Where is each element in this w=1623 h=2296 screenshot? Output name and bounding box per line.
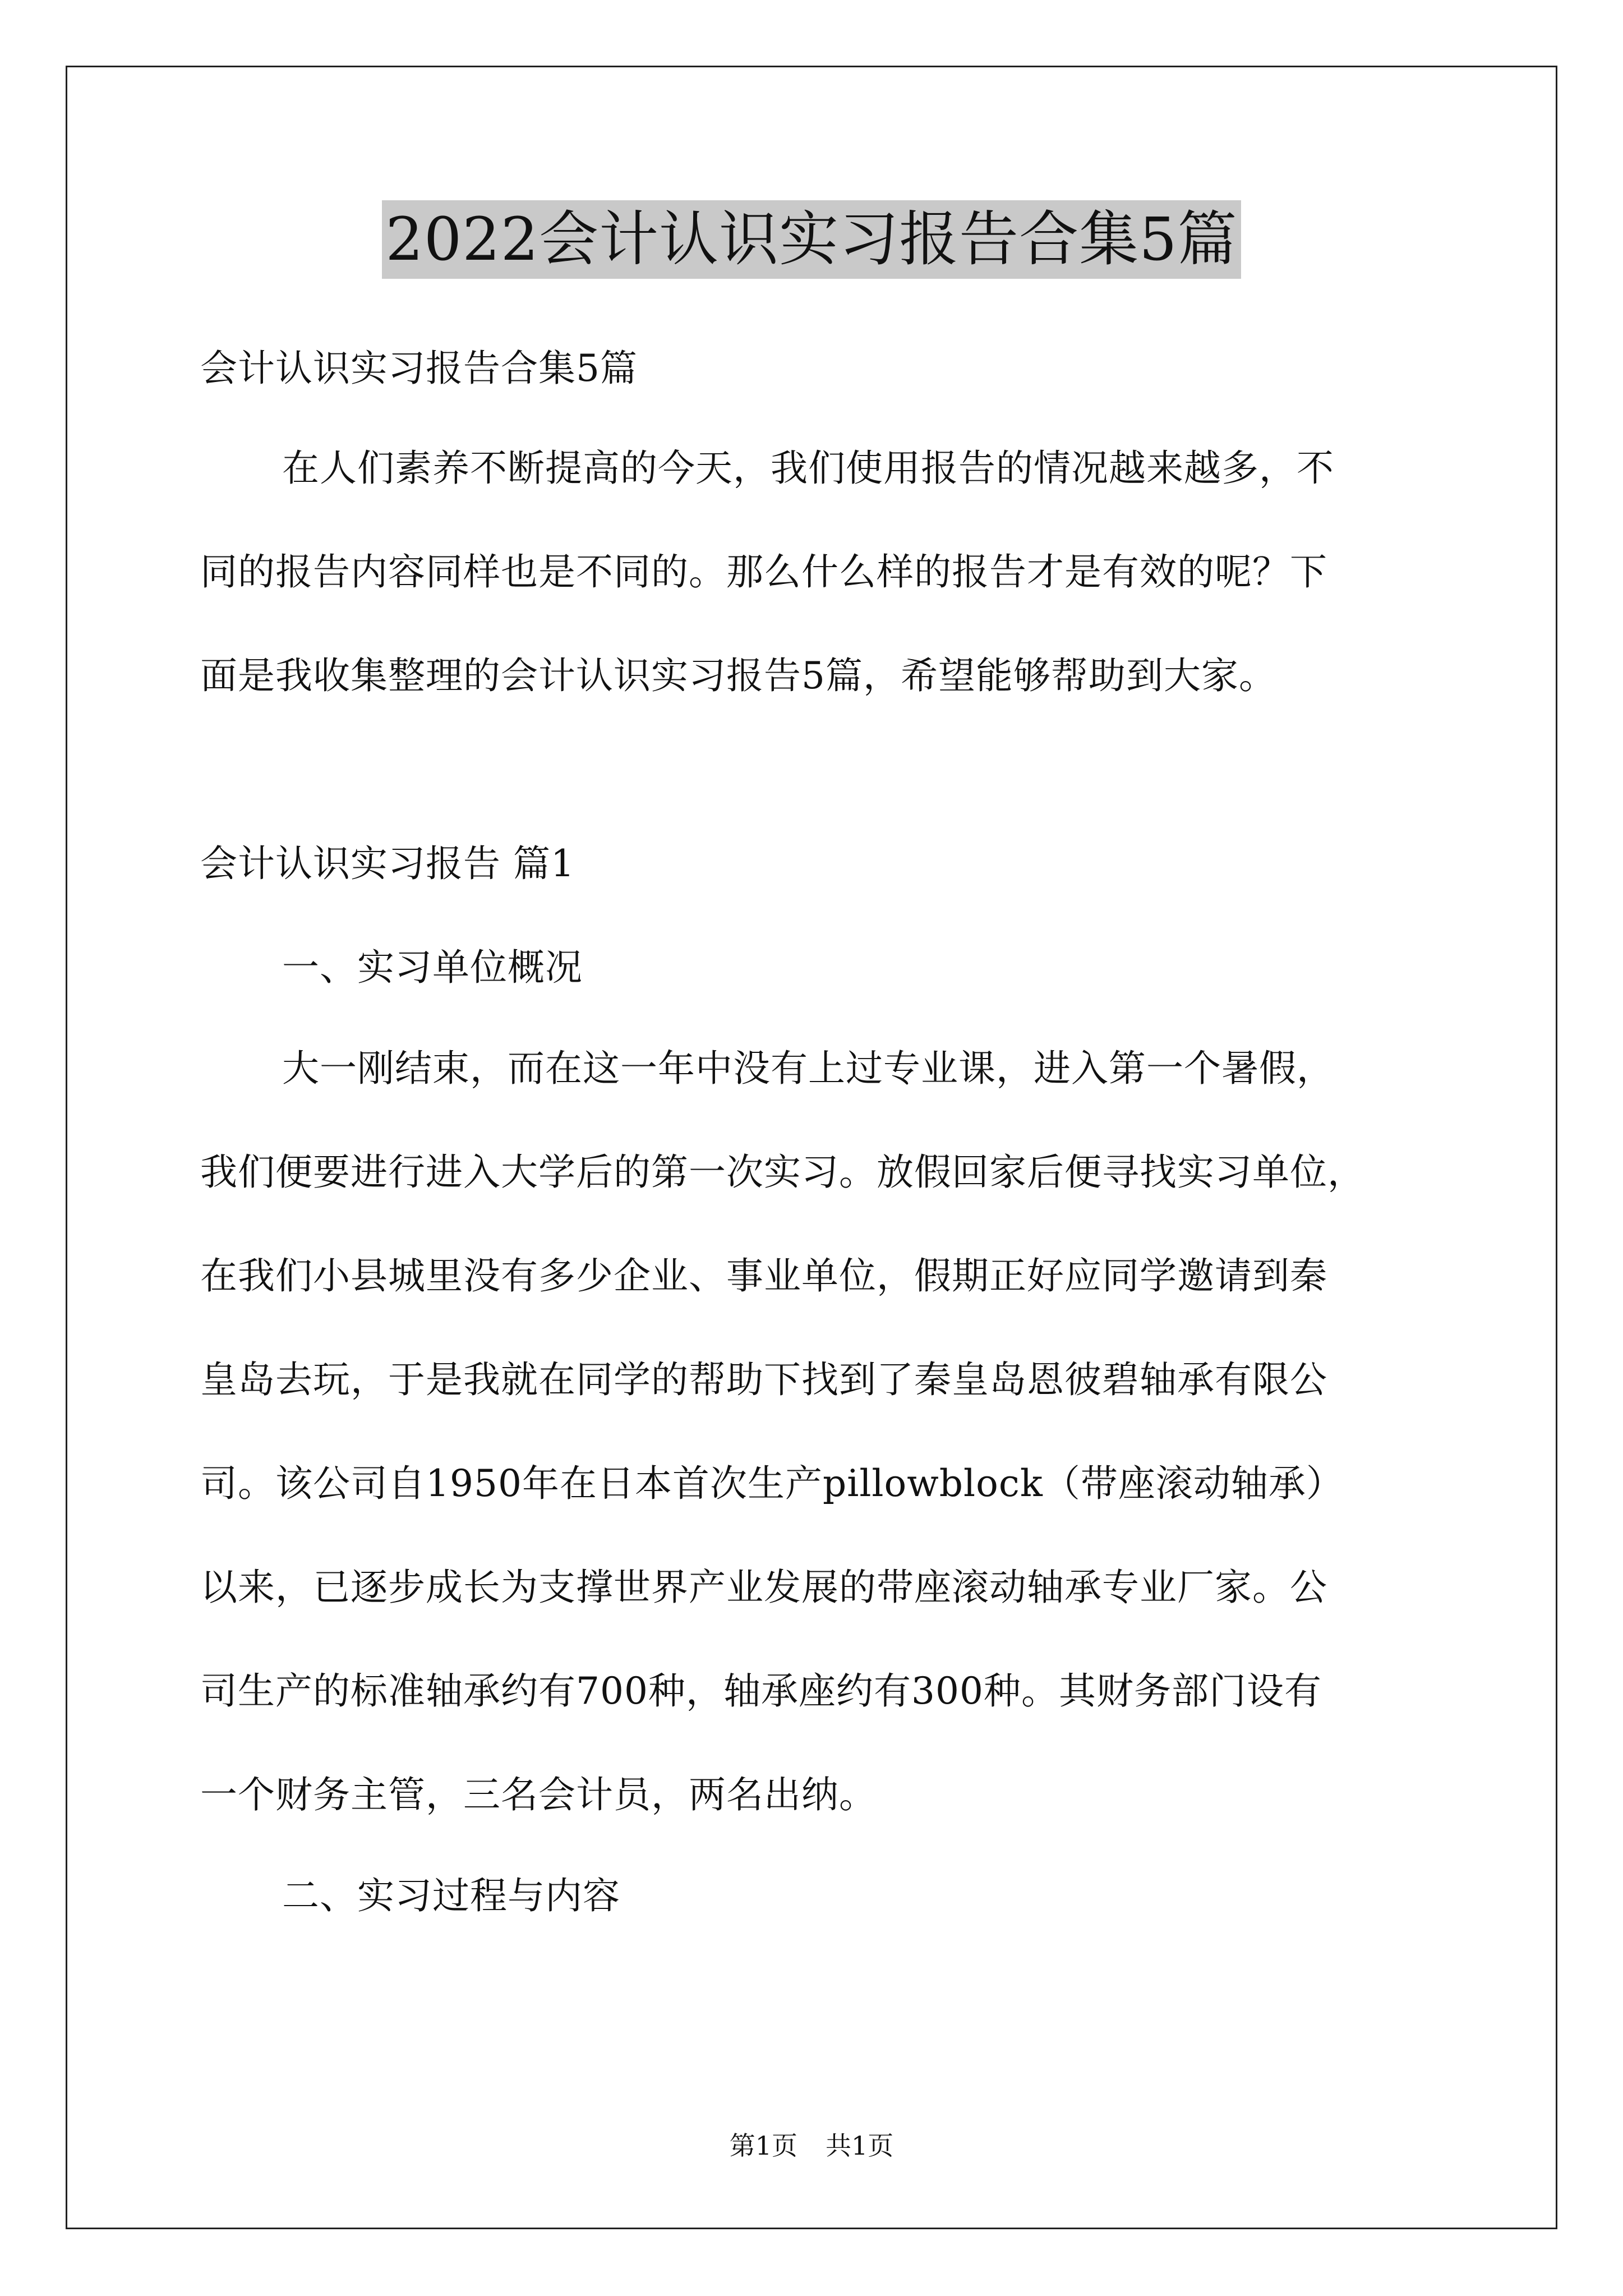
intro-line-1: 在人们素养不断提高的今天，我们使用报告的情况越来越多，不	[282, 447, 1334, 490]
part1-line-6: 以来，已逐步成长为支撑世界产业发展的带座滚动轴承专业厂家。公	[200, 1566, 1327, 1609]
intro-line-3: 面是我收集整理的会计认识实习报告5篇，希望能够帮助到大家。	[200, 654, 1276, 697]
page-number-total: 共1页	[826, 2131, 894, 2161]
part1-line-3: 在我们小县城里没有多少企业、事业单位，假期正好应同学邀请到秦	[200, 1254, 1327, 1297]
part1-line-7: 司生产的标准轴承约有700种，轴承座约有300种。其财务部门设有	[200, 1669, 1322, 1713]
intro-line-2: 同的报告内容同样也是不同的。那么什么样的报告才是有效的呢？下	[200, 550, 1327, 593]
page-footer	[0, 2129, 1623, 2162]
part2-heading: 二、实习过程与内容	[282, 1874, 620, 1917]
page-number-current: 第1页	[729, 2131, 797, 2161]
part1-line-5: 司。该公司自1950年在日本首次生产pillowblock（带座滚动轴承）	[200, 1462, 1344, 1505]
part1-line-4: 皇岛去玩，于是我就在同学的帮助下找到了秦皇岛恩彼碧轴承有限公	[200, 1358, 1327, 1401]
title-container	[0, 200, 1623, 279]
subtitle: 会计认识实习报告合集5篇	[200, 347, 638, 390]
document-title: 2022会计认识实习报告合集5篇	[382, 200, 1241, 279]
part1-line-8: 一个财务主管，三名会计员，两名出纳。	[200, 1773, 877, 1816]
section-heading: 会计认识实习报告 篇1	[200, 842, 575, 885]
part1-line-1: 大一刚结束，而在这一年中没有上过专业课，进入第一个暑假，	[282, 1047, 1334, 1090]
part1-line-2: 我们便要进行进入大学后的第一次实习。放假回家后便寻找实习单位，	[200, 1151, 1365, 1194]
part1-heading: 一、实习单位概况	[282, 946, 583, 989]
